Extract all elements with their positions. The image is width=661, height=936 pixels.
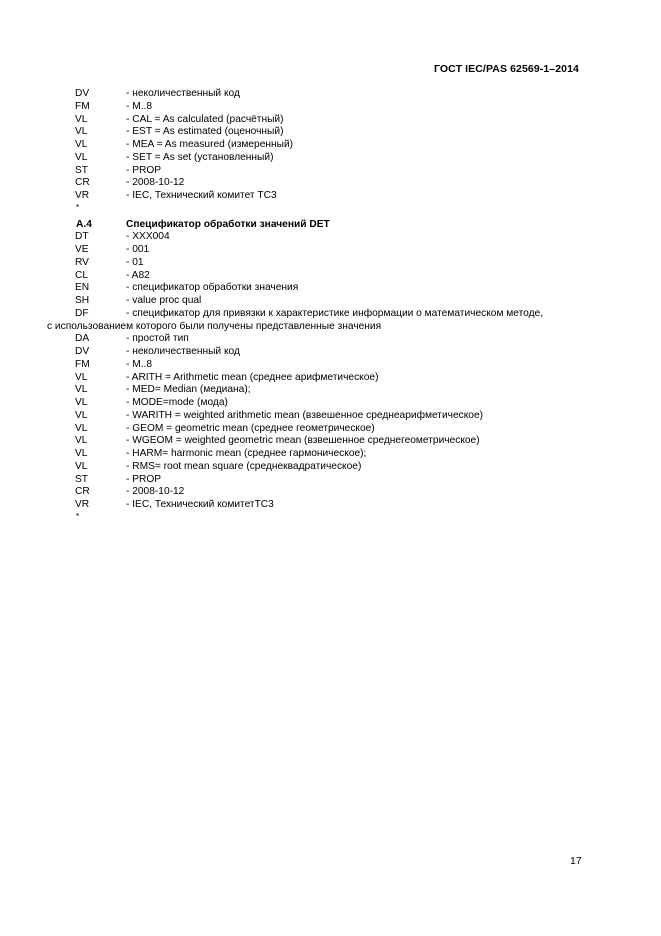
field-value: - MODE=mode (мода) (126, 397, 228, 408)
field-code: VL (75, 151, 88, 163)
definition-continuation: с использованием которого были получены представленные значения (47, 320, 382, 332)
field-row (0, 333, 661, 346)
field-row (0, 190, 661, 203)
field-row (0, 499, 661, 512)
section-heading (0, 219, 661, 232)
field-row (0, 177, 661, 190)
section-title: Спецификатор обработки значений DET (126, 218, 330, 230)
field-row (0, 448, 661, 461)
field-code: VL (75, 126, 88, 138)
field-code: DA (75, 333, 90, 345)
field-code: FM (75, 358, 90, 370)
field-code: VL (75, 384, 88, 396)
field-code: EN (75, 282, 90, 294)
field-row (0, 474, 661, 487)
field-code: VL (75, 371, 88, 383)
field-value: - WGEOM = weighted geometric mean (взвешенное среднегеометрическое) (126, 435, 480, 447)
field-row (0, 282, 661, 295)
field-value: - неколичественный код (126, 88, 240, 99)
field-code: RV (75, 256, 89, 268)
field-row (0, 101, 661, 114)
field-code: VL (75, 448, 88, 459)
field-code: ST (75, 164, 89, 176)
field-value: - RMS= root mean square (среднеквадратическое) (126, 460, 362, 472)
field-value: - IEC, Технический комитет ТС3 (126, 190, 277, 201)
field-row (0, 346, 661, 359)
field-value: - M..8 (126, 100, 153, 112)
field-code: VL (75, 460, 88, 472)
field-value: - CAL = As calculated (расчётный) (126, 113, 284, 125)
field-value: - неколичественный код (126, 346, 240, 357)
field-code: DV (75, 346, 90, 357)
field-code: CR (75, 486, 90, 498)
field-row (0, 126, 661, 139)
field-row (0, 231, 661, 244)
field-row (0, 486, 661, 499)
field-value: - A82 (126, 269, 150, 281)
field-row (0, 270, 661, 283)
field-code: DF (75, 307, 89, 319)
field-code: VL (75, 397, 88, 408)
field-code: SH (75, 295, 90, 306)
field-value: - 01 (126, 256, 144, 268)
section-number: А.4 (76, 218, 92, 230)
field-code: VE (75, 244, 89, 255)
field-value: - MEA = As measured (измеренный) (126, 139, 294, 150)
field-code: FM (75, 100, 90, 112)
field-code: VL (75, 422, 88, 434)
field-code: CL (75, 269, 89, 281)
field-code: VL (75, 435, 88, 447)
field-value: - PROP (126, 164, 162, 176)
field-row (0, 423, 661, 436)
field-code: VR (75, 190, 90, 201)
record-separator (0, 512, 661, 525)
field-value: - XXX004 (126, 231, 170, 243)
field-row (0, 384, 661, 397)
field-value: - 001 (126, 244, 150, 255)
field-code: ST (75, 473, 89, 485)
field-code: VR (75, 499, 90, 510)
field-row (0, 152, 661, 165)
field-row (0, 244, 661, 257)
field-row (0, 88, 661, 101)
field-value: - простой тип (126, 333, 189, 345)
field-code: CR (75, 177, 90, 189)
field-value: - 2008-10-12 (126, 486, 185, 498)
field-value: - спецификатор для привязки к характеристике информации о математическом методе, (126, 307, 544, 319)
field-value: - SET = As set (установленный) (126, 151, 274, 163)
field-value: - GEOM = geometric mean (среднее геометрическое) (126, 422, 375, 434)
field-row (0, 435, 661, 448)
field-row (0, 461, 661, 474)
field-row (0, 139, 661, 152)
field-row (0, 295, 661, 308)
separator-star: * (76, 511, 80, 521)
field-row (0, 372, 661, 385)
record-separator (0, 203, 661, 216)
separator-star: * (76, 202, 80, 212)
field-value: - MED= Median (медиана); (126, 384, 251, 396)
field-code: DV (75, 88, 90, 99)
document-header: ГОСТ IEC/PAS 62569-1–2014 (433, 63, 579, 75)
field-value: - спецификатор обработки значения (126, 282, 299, 294)
field-value: - PROP (126, 473, 162, 485)
field-row (0, 410, 661, 423)
field-code: DT (75, 231, 89, 243)
field-value: - IEC, Технический комитетТС3 (126, 499, 274, 510)
field-value: - WARITH = weighted arithmetic mean (взвешенное среднеарифметическое) (126, 409, 484, 421)
field-value: - 2008-10-12 (126, 177, 185, 189)
field-row (0, 257, 661, 270)
field-value: - HARM= harmonic mean (среднее гармоническое); (126, 448, 367, 459)
field-row-definition (0, 308, 661, 321)
field-value: - value proc qual (126, 295, 202, 306)
field-code: VL (75, 409, 88, 421)
field-row (0, 114, 661, 127)
field-value: - EST = As estimated (оценочный) (126, 126, 284, 138)
field-row (0, 397, 661, 410)
field-code: VL (75, 113, 88, 125)
field-value: - ARITH = Arithmetic mean (среднее арифметическое) (126, 371, 379, 383)
field-row (0, 359, 661, 372)
field-row (0, 165, 661, 178)
document-body (0, 88, 661, 525)
field-code: VL (75, 139, 88, 150)
field-value: - M..8 (126, 358, 153, 370)
page-number: 17 (570, 855, 582, 867)
